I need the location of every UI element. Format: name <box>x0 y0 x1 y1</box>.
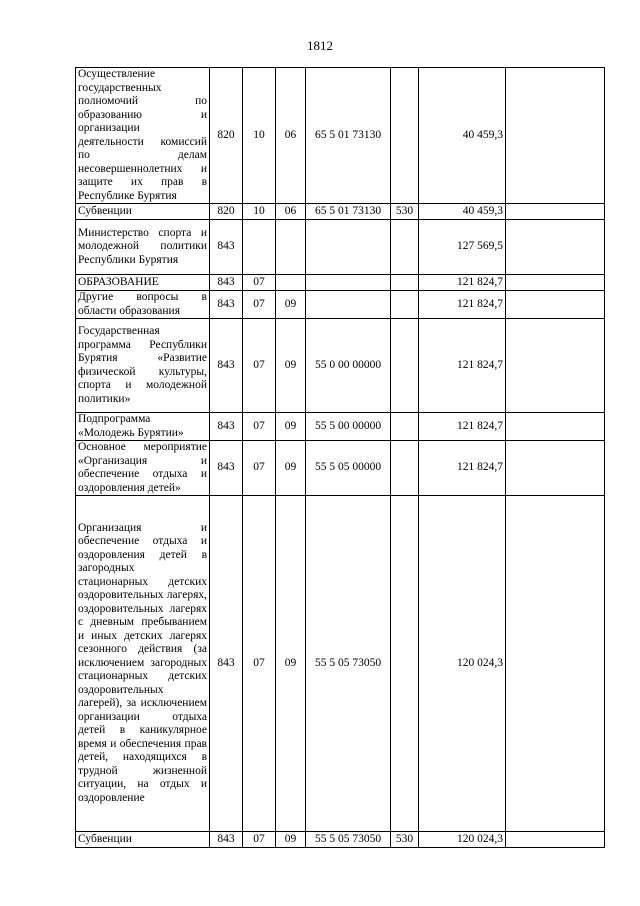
ministry-code: 843 <box>210 220 243 275</box>
ministry-code: 843 <box>210 832 243 848</box>
empty-cell <box>506 441 605 496</box>
empty-cell <box>506 496 605 832</box>
ministry-code: 843 <box>210 413 243 441</box>
budget-item-name: Министерство спорта и молодежной политики Республики Бурятия <box>76 220 210 275</box>
target-article-code <box>306 275 391 291</box>
budget-item-name: Субвенции <box>76 204 210 220</box>
table-row <box>76 441 605 496</box>
expense-type-code <box>391 319 419 413</box>
empty-cell <box>506 204 605 220</box>
table-row <box>76 204 605 220</box>
budget-item-name: Субвенции <box>76 832 210 848</box>
target-article-code <box>306 220 391 275</box>
ministry-code: 843 <box>210 291 243 319</box>
subsection-code: 09 <box>276 291 306 319</box>
ministry-code: 843 <box>210 319 243 413</box>
amount: 121 824,7 <box>419 319 506 413</box>
section-code: 07 <box>243 319 276 413</box>
section-code: 07 <box>243 413 276 441</box>
ministry-code: 843 <box>210 441 243 496</box>
budget-item-name: ОБРАЗОВАНИЕ <box>76 275 210 291</box>
budget-item-name: Подпрограмма «Молодежь Бурятии» <box>76 413 210 441</box>
expense-type-code <box>391 291 419 319</box>
amount: 127 569,5 <box>419 220 506 275</box>
amount: 120 024,3 <box>419 832 506 848</box>
amount: 121 824,7 <box>419 441 506 496</box>
section-code: 07 <box>243 496 276 832</box>
ministry-code: 843 <box>210 275 243 291</box>
ministry-code: 820 <box>210 204 243 220</box>
amount: 121 824,7 <box>419 413 506 441</box>
target-article-code: 55 5 00 00000 <box>306 413 391 441</box>
table-row <box>76 220 605 275</box>
empty-cell <box>506 319 605 413</box>
expense-type-code <box>391 68 419 204</box>
subsection-code: 06 <box>276 204 306 220</box>
section-code: 10 <box>243 68 276 204</box>
target-article-code: 55 0 00 00000 <box>306 319 391 413</box>
budget-table <box>75 67 605 848</box>
expense-type-code <box>391 275 419 291</box>
empty-cell <box>506 832 605 848</box>
amount: 121 824,7 <box>419 275 506 291</box>
ministry-code: 843 <box>210 496 243 832</box>
budget-item-name: Государственная программа Республики Бурятия «Развитие физической культуры, спорта и молодежной политики» <box>76 319 210 413</box>
empty-cell <box>506 275 605 291</box>
table-row <box>76 413 605 441</box>
budget-item-name: Организация и обеспечение отдыха и оздоровления детей в загородных стационарных детских оздоровительных лагерях, оздоровительных лагерях с дневным пребыванием и иных детских лагерях сезонного действия (за исключением загородных стационарных детских оздоровительных лагерей), за исключением организации отдыха детей в каникулярное время и обеспечения прав детей, находящихся в трудной жизненной ситуации, на отдых и оздоровление <box>76 496 210 832</box>
section-code <box>243 220 276 275</box>
expense-type-code <box>391 441 419 496</box>
subsection-code: 09 <box>276 441 306 496</box>
page-number: 1812 <box>307 38 333 53</box>
target-article-code: 55 5 05 73050 <box>306 496 391 832</box>
target-article-code <box>306 291 391 319</box>
section-code: 07 <box>243 441 276 496</box>
target-article-code: 55 5 05 00000 <box>306 441 391 496</box>
table-row <box>76 832 605 848</box>
subsection-code <box>276 220 306 275</box>
subsection-code <box>276 275 306 291</box>
amount: 40 459,3 <box>419 68 506 204</box>
amount: 40 459,3 <box>419 204 506 220</box>
amount: 121 824,7 <box>419 291 506 319</box>
expense-type-code <box>391 220 419 275</box>
empty-cell <box>506 220 605 275</box>
table-row <box>76 496 605 832</box>
target-article-code: 65 5 01 73130 <box>306 204 391 220</box>
budget-item-name: Другие вопросы в области образования <box>76 291 210 319</box>
section-code: 07 <box>243 832 276 848</box>
expense-type-code: 530 <box>391 832 419 848</box>
budget-item-name: Осуществление государственных полномочий по образованию и организации деятельности комиссий по делам несовершеннолетних и защите их прав в Республике Бурятия <box>76 68 210 204</box>
ministry-code: 820 <box>210 68 243 204</box>
empty-cell <box>506 68 605 204</box>
section-code: 07 <box>243 291 276 319</box>
subsection-code: 09 <box>276 319 306 413</box>
expense-type-code <box>391 496 419 832</box>
budget-item-name: Основное мероприятие «Организация и обеспечение отдыха и оздоровления детей» <box>76 441 210 496</box>
expense-type-code: 530 <box>391 204 419 220</box>
section-code: 10 <box>243 204 276 220</box>
empty-cell <box>506 291 605 319</box>
subsection-code: 09 <box>276 832 306 848</box>
table-row <box>76 68 605 204</box>
section-code: 07 <box>243 275 276 291</box>
table-row <box>76 319 605 413</box>
subsection-code: 09 <box>276 496 306 832</box>
empty-cell <box>506 413 605 441</box>
amount: 120 024,3 <box>419 496 506 832</box>
table-row <box>76 291 605 319</box>
subsection-code: 09 <box>276 413 306 441</box>
table-row <box>76 275 605 291</box>
target-article-code: 55 5 05 73050 <box>306 832 391 848</box>
expense-type-code <box>391 413 419 441</box>
subsection-code: 06 <box>276 68 306 204</box>
target-article-code: 65 5 01 73130 <box>306 68 391 204</box>
